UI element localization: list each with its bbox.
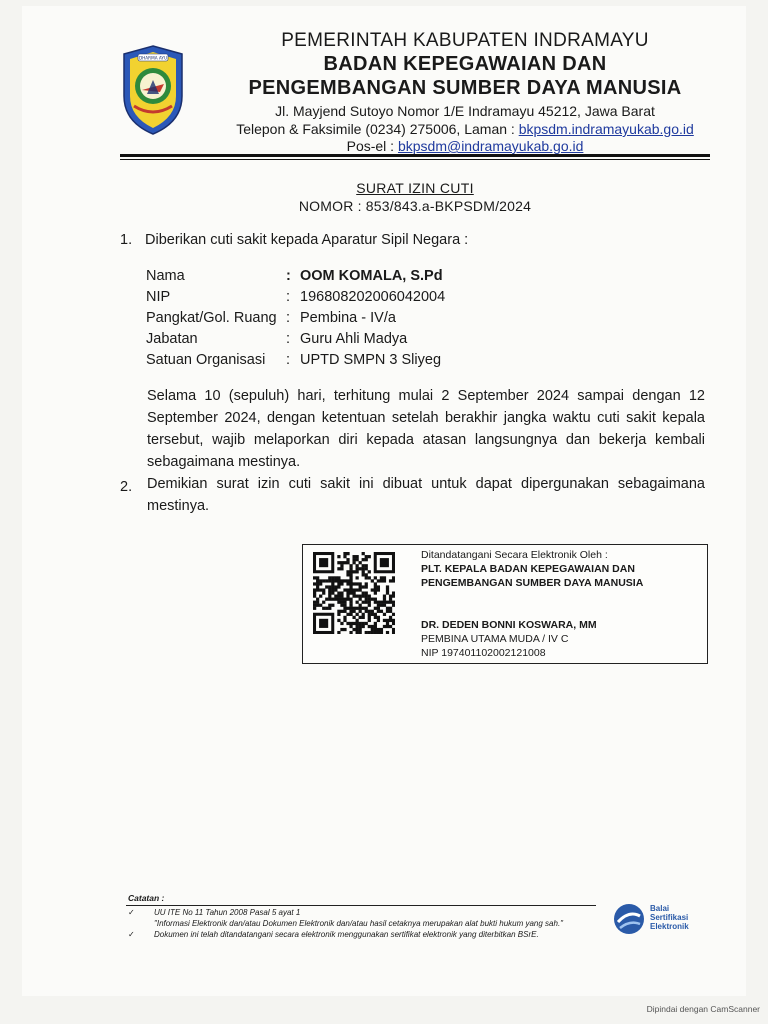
field-row-rank: Pangkat/Gol. Ruang : Pembina - IV/a xyxy=(146,310,445,331)
employee-nip: 196808202006042004 xyxy=(300,289,446,305)
letterhead-divider-thin xyxy=(120,159,710,160)
letter-heading: SURAT IZIN CUTI xyxy=(356,180,474,196)
signer-name: DR. DEDEN BONNI KOSWARA, MM xyxy=(421,619,597,631)
check-icon: ✓ xyxy=(128,930,135,939)
agency-name-line2: PENGEMBANGAN SUMBER DAYA MANUSIA xyxy=(248,77,682,99)
notes-section xyxy=(128,893,596,940)
field-row-nip: NIP : 196808202006042004 xyxy=(146,289,445,310)
field-row-position: Jabatan : Guru Ahli Madya xyxy=(146,331,445,352)
letterhead-divider-thick xyxy=(120,154,710,157)
signer-rank: PEMBINA UTAMA MUDA / IV C xyxy=(421,633,569,645)
agency-address: Jl. Mayjend Sutoyo Nomor 1/E Indramayu 45212, Jawa Barat xyxy=(275,103,655,119)
employee-rank: Pembina - IV/a xyxy=(300,310,396,326)
scanner-watermark: Dipindai dengan CamScanner xyxy=(646,1004,760,1014)
signer-position-line2: PENGEMBANGAN SUMBER DAYA MANUSIA xyxy=(421,577,644,589)
note-item: ✓ Dokumen ini telah ditandatangani secara elektronik menggunakan sertifikat elektronik yang diterbitkan BSrE. xyxy=(128,930,539,939)
note-item: "Informasi Elektronik dan/atau Dokumen Elektronik dan/atau hasil cetaknya merupakan alat bukti hukum yang sah." xyxy=(154,919,564,928)
letter-number: NOMOR : 853/843.a-BKPSDM/2024 xyxy=(298,198,532,214)
letter-title xyxy=(200,180,630,214)
agency-email: Pos-el : bkpsdm@indramayukab.go.id xyxy=(346,138,584,154)
letterhead xyxy=(205,30,725,154)
closing-paragraph: Demikian surat izin cuti sakit ini dibuat untuk dapat dipergunakan sebagaimana mestinya. xyxy=(147,476,705,514)
employee-details xyxy=(146,268,445,373)
qr-code-icon[interactable] xyxy=(313,552,395,634)
signature-details xyxy=(421,548,701,660)
item-2-number: 2. xyxy=(120,479,133,495)
signed-by-label: Ditandatangani Secara Elektronik Oleh : xyxy=(421,549,608,561)
agency-contact: Telepon & Faksimile (0234) 275006, Laman : bkpsdm.indramayukab.go.id xyxy=(236,121,694,137)
employee-name: OOM KOMALA, S.Pd xyxy=(300,268,443,284)
website-link[interactable]: bkpsdm.indramayukab.go.id xyxy=(518,121,694,137)
employee-position: Guru Ahli Madya xyxy=(300,331,408,347)
signer-nip: NIP 197401102002121008 xyxy=(421,647,546,659)
notes-heading: Catatan : xyxy=(128,893,165,903)
svg-text:DHARMA AYU: DHARMA AYU xyxy=(138,55,168,61)
field-row-unit: Satuan Organisasi : UPTD SMPN 3 Sliyeg xyxy=(146,352,445,373)
item-1-number: 1. xyxy=(120,232,133,248)
regency-emblem-logo xyxy=(120,44,186,136)
employee-unit: UPTD SMPN 3 Sliyeg xyxy=(300,352,442,368)
government-name: PEMERINTAH KABUPATEN INDRAMAYU xyxy=(281,30,649,51)
leave-period-paragraph: Selama 10 (sepuluh) hari, terhitung mulai 2 September 2024 sampai dengan 12 September 2024, dengan ketentuan setelah berakhir jangka waktu cuti sakit kepala tersebut, wajib melaporkan diri kepada atasan langsungnya dan bekerja kembali sebagaimana mestinya. xyxy=(147,388,705,470)
bsre-logo-icon xyxy=(612,902,646,936)
note-item: ✓ UU ITE No 11 Tahun 2008 Pasal 5 ayat 1 xyxy=(128,908,301,917)
bsre-logo-text: Balai Sertifikasi Elektronik xyxy=(650,904,689,931)
electronic-signature-box xyxy=(302,544,708,664)
check-icon: ✓ xyxy=(128,908,135,917)
agency-name-line1: BADAN KEPEGAWAIAN DAN xyxy=(323,53,607,75)
signer-position-line1: PLT. KEPALA BADAN KEPEGAWAIAN DAN xyxy=(421,563,635,575)
notes-divider xyxy=(126,905,596,906)
field-row-name: Nama : OOM KOMALA, S.Pd xyxy=(146,268,445,289)
item-1-intro: Diberikan cuti sakit kepada Aparatur Sipil Negara : xyxy=(145,232,469,248)
email-link[interactable]: bkpsdm@indramayukab.go.id xyxy=(397,138,584,154)
